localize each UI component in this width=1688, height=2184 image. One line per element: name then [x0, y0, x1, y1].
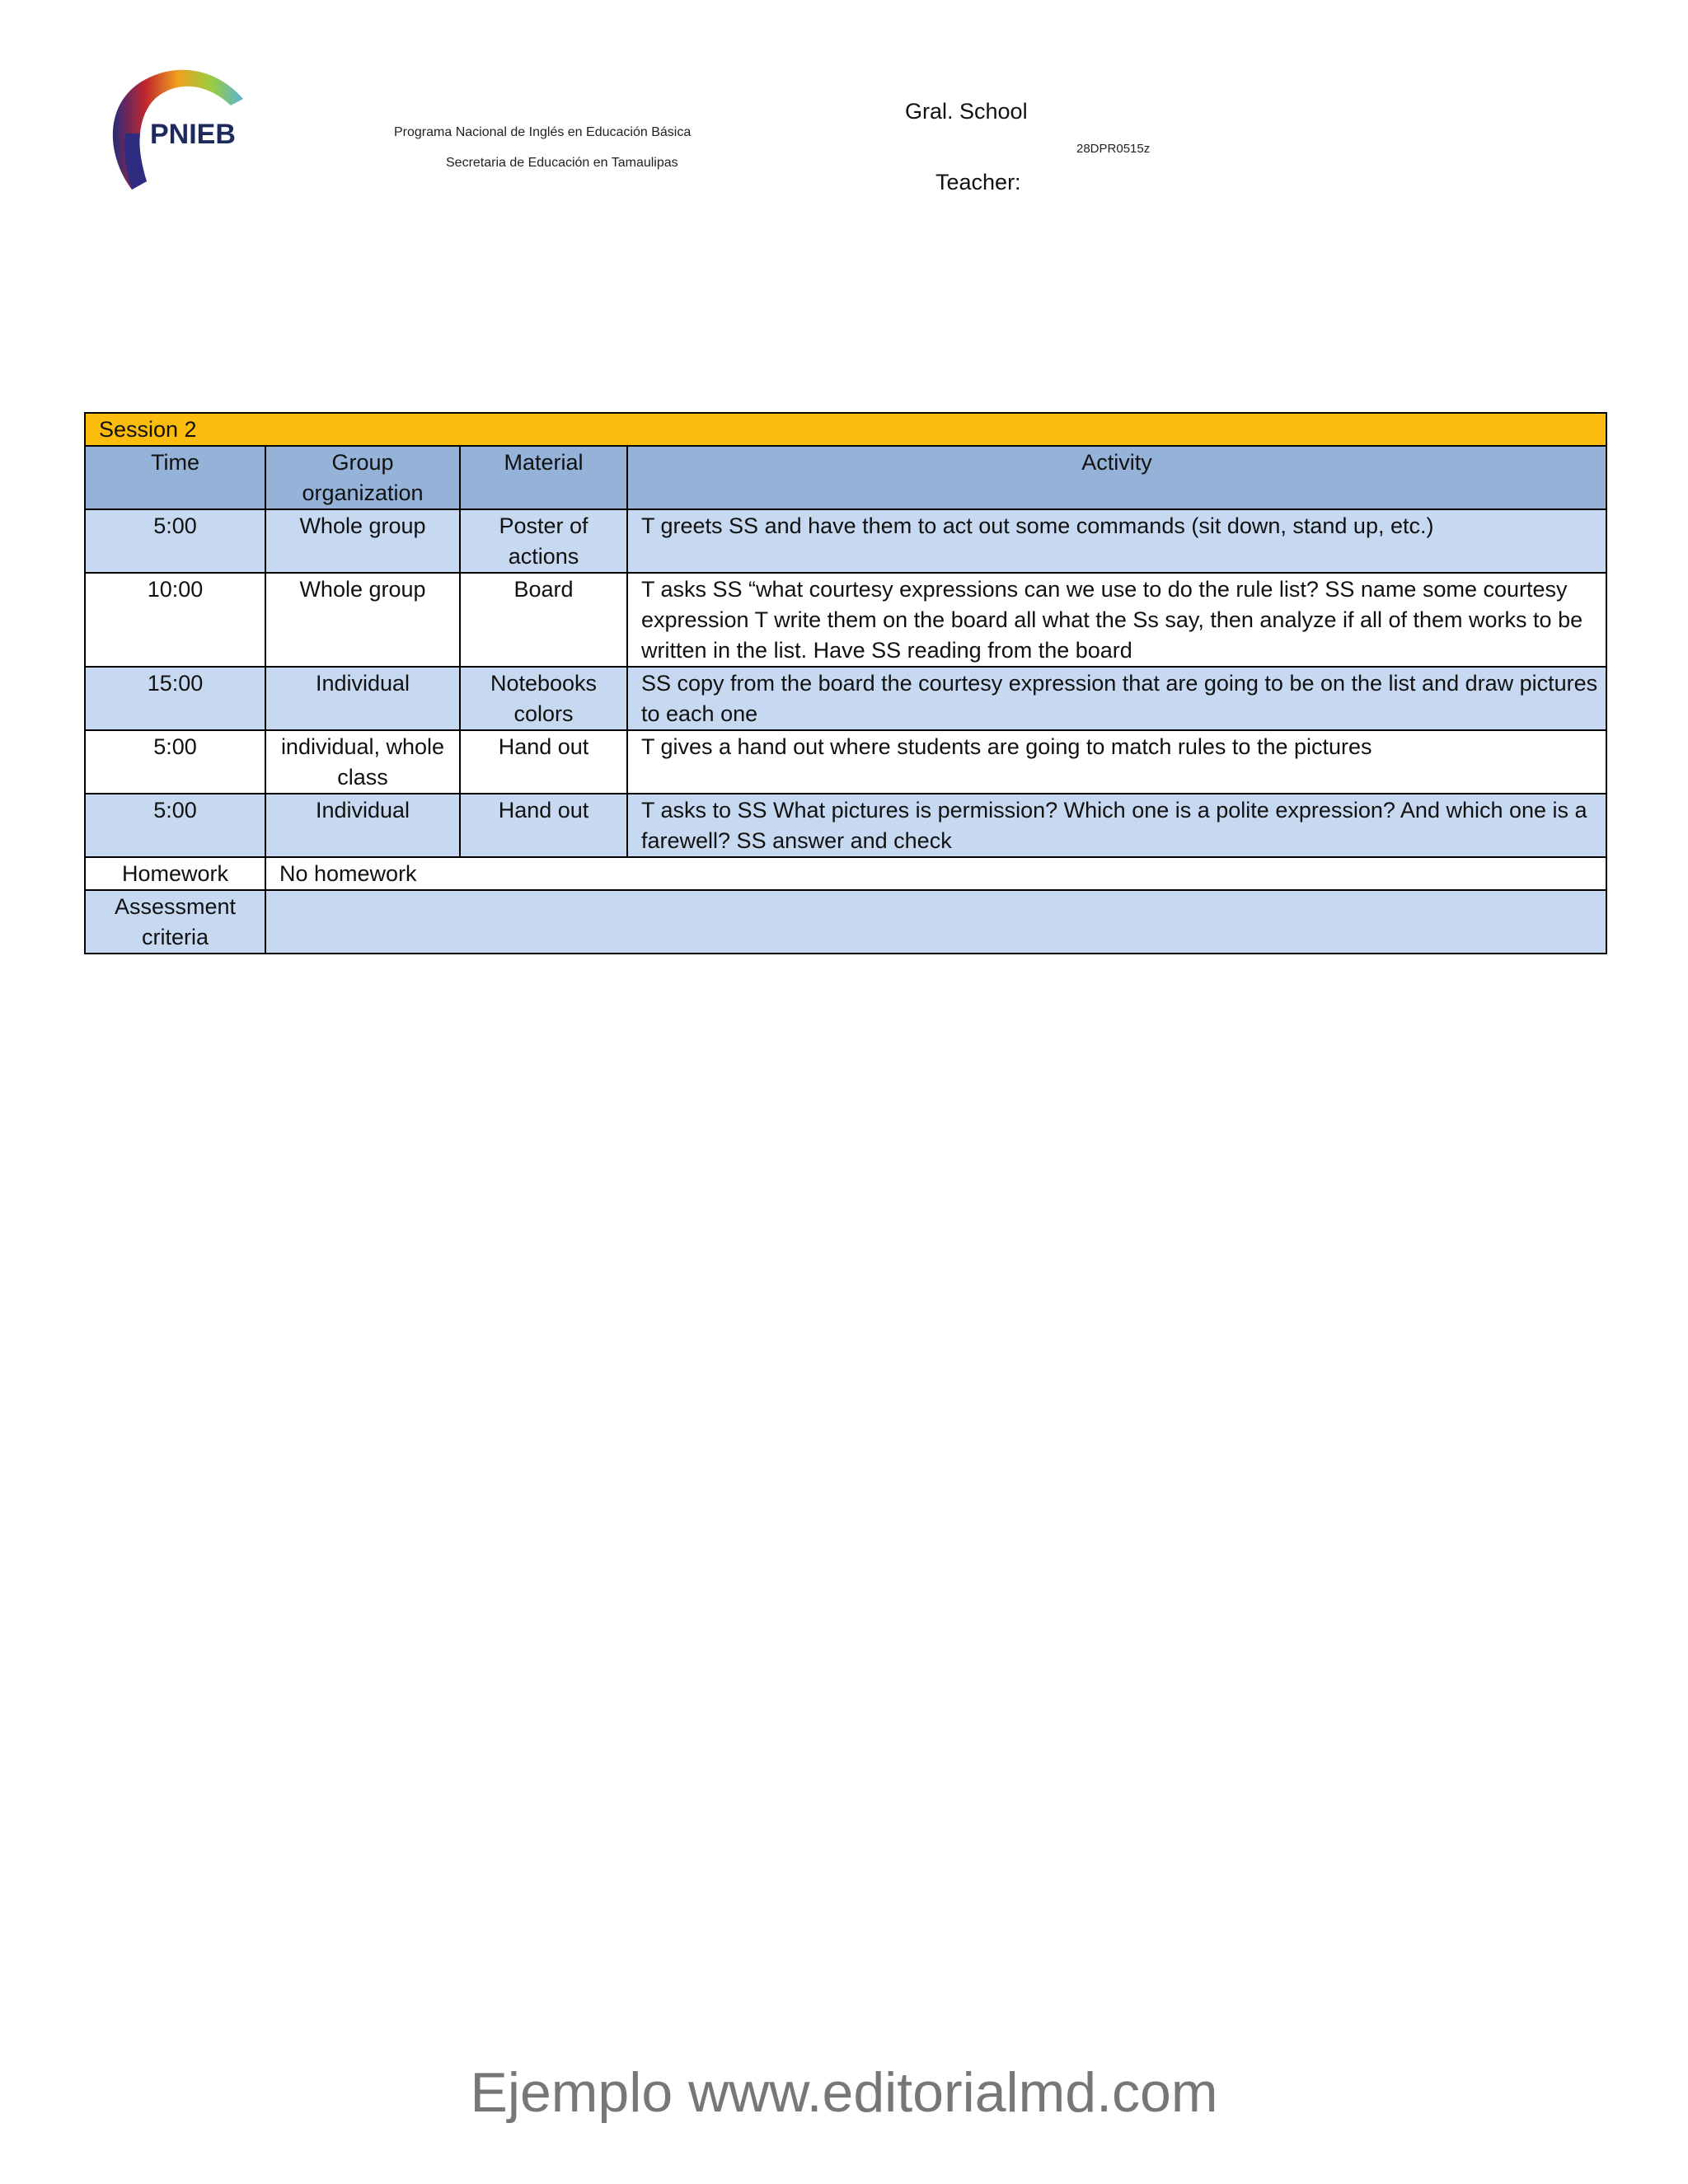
secretariat-name: Secretaria de Educación en Tamaulipas [446, 156, 678, 170]
activity-cell: T greets SS and have them to act out some commands (sit down, stand up, etc.) [627, 509, 1606, 573]
program-name: Programa Nacional de Inglés en Educación Básica [394, 125, 692, 139]
teacher-label: Teacher: [935, 170, 1021, 194]
material-cell: Board [460, 573, 627, 667]
session-title: Session 2 [85, 413, 1606, 446]
group-cell: Individual [265, 667, 460, 730]
homework-label: Homework [85, 857, 265, 890]
column-header-time: Time [85, 446, 265, 509]
group-cell: Whole group [265, 573, 460, 667]
school-label: Gral. School [905, 99, 1028, 124]
logo-text: PNIEB [150, 119, 236, 150]
session-row [85, 413, 1606, 446]
time-cell: 5:00 [85, 509, 265, 573]
assessment-value [265, 890, 1606, 954]
lesson-plan-table [84, 412, 1607, 954]
homework-row [85, 857, 1606, 890]
activity-cell: T gives a hand out where students are going to match rules to the pictures [627, 730, 1606, 794]
pnieb-logo [99, 58, 264, 198]
table-row [85, 794, 1606, 857]
column-header-activity: Activity [627, 446, 1606, 509]
group-cell: Individual [265, 794, 460, 857]
table-row [85, 730, 1606, 794]
material-cell: Notebooks colors [460, 667, 627, 730]
time-cell: 15:00 [85, 667, 265, 730]
activity-cell: T asks to SS What pictures is permission? Which one is a polite expression? And which one is a farewell? SS answer and check [627, 794, 1606, 857]
table-row [85, 509, 1606, 573]
activity-cell: SS copy from the board the courtesy expression that are going to be on the list and draw pictures to each one [627, 667, 1606, 730]
group-cell: Whole group [265, 509, 460, 573]
school-code: 28DPR0515z [1076, 142, 1151, 156]
time-cell: 5:00 [85, 730, 265, 794]
table-row [85, 573, 1606, 667]
homework-value: No homework [265, 857, 1606, 890]
table-header-row [85, 446, 1606, 509]
material-cell: Hand out [460, 794, 627, 857]
assessment-row [85, 890, 1606, 954]
column-header-group: Group organization [265, 446, 460, 509]
assessment-label: Assessment criteria [85, 890, 265, 954]
watermark-text: Ejemplo www.editorialmd.com [470, 2061, 1218, 2124]
time-cell: 10:00 [85, 573, 265, 667]
column-header-material: Material [460, 446, 627, 509]
table-row [85, 667, 1606, 730]
time-cell: 5:00 [85, 794, 265, 857]
material-cell: Poster of actions [460, 509, 627, 573]
material-cell: Hand out [460, 730, 627, 794]
activity-cell: T asks SS “what courtesy expressions can we use to do the rule list? SS name some courtesy expression T write them on the board all what the Ss say, then analyze if all of them works to be written in the list. Have SS reading from the board [627, 573, 1606, 667]
group-cell: individual, whole class [265, 730, 460, 794]
